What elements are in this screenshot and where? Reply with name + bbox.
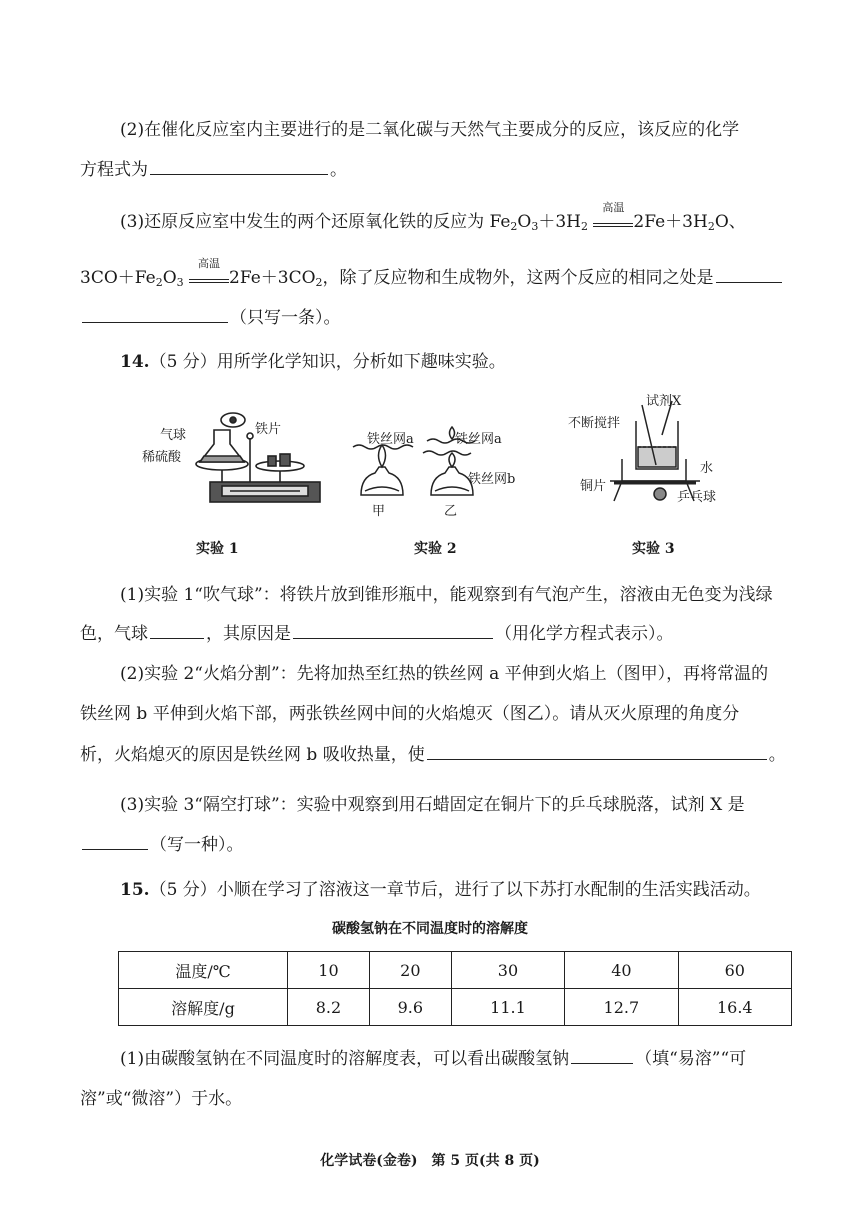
label-water: 水 bbox=[700, 461, 714, 476]
label-iron-sheet: 铁片 bbox=[255, 422, 282, 437]
answer-blank[interactable] bbox=[150, 637, 204, 639]
q14-p2-line3: 析，火焰熄灭的原因是铁丝网 b 吸收热量，使 。 bbox=[80, 745, 786, 765]
reaction-arrow: 高温 bbox=[593, 214, 633, 227]
label-wire-mesh-b: 铁丝网b bbox=[468, 472, 516, 487]
q15-p1-line2: 溶”或“微溶”）于水。 bbox=[80, 1089, 243, 1109]
table-row-solubility bbox=[119, 989, 792, 1026]
answer-blank[interactable] bbox=[716, 281, 782, 283]
table-cell: 8.2 bbox=[288, 989, 370, 1026]
table-cell: 16.4 bbox=[678, 989, 791, 1026]
table-cell: 12.7 bbox=[565, 989, 678, 1026]
label-copper-sheet: 铜片 bbox=[580, 479, 607, 494]
table-cell: 11.1 bbox=[451, 989, 564, 1026]
label-wire-mesh-a-right: 铁丝网a bbox=[455, 432, 502, 447]
q13-p2-line1: (2)在催化反应室内主要进行的是二氧化碳与天然气主要成分的反应，该反应的化学 bbox=[120, 120, 740, 140]
answer-blank[interactable] bbox=[150, 173, 328, 175]
label-ping-pong-ball: 乒乓球 bbox=[677, 490, 717, 505]
table-cell: 60 bbox=[678, 952, 791, 989]
caption-experiment-2: 实验 2 bbox=[414, 541, 457, 557]
table-cell: 9.6 bbox=[369, 989, 451, 1026]
label-yi: 乙 bbox=[444, 504, 458, 519]
q14-p2-line1: (2)实验 2“火焰分割”：先将加热至红热的铁丝网 a 平伸到火焰上（图甲），再将常温的 bbox=[120, 664, 769, 684]
caption-experiment-3: 实验 3 bbox=[632, 541, 675, 557]
q14-p1-line1: (1)实验 1“吹气球”：将铁片放到锥形瓶中，能观察到有气泡产生，溶液由无色变为浅绿 bbox=[120, 585, 773, 605]
label-wire-mesh-a-left: 铁丝网a bbox=[367, 432, 414, 447]
label-keep-stirring: 不断搅拌 bbox=[568, 416, 621, 431]
q15-heading: 15.（5 分）小顺在学习了溶液这一章节后，进行了以下苏打水配制的生活实践活动。 bbox=[120, 880, 761, 900]
q14-p3-line2: （写一种）。 bbox=[80, 833, 244, 857]
label-jia: 甲 bbox=[372, 504, 386, 519]
answer-blank[interactable] bbox=[427, 758, 767, 760]
q14-p2-line2: 铁丝网 b 平伸到火焰下部，两张铁丝网中间的火焰熄灭（图乙）。请从灭火原理的角度分 bbox=[80, 704, 740, 724]
label-balloon: 气球 bbox=[160, 428, 187, 443]
q13-p2-line2: 方程式为 。 bbox=[80, 160, 347, 180]
q14-heading: 14.（5 分）用所学化学知识，分析如下趣味实验。 bbox=[120, 352, 506, 372]
solubility-table bbox=[118, 951, 792, 1026]
q13-p3-line3: （只写一条）。 bbox=[80, 306, 341, 330]
table-caption: 碳酸氢钠在不同温度时的溶解度 bbox=[332, 921, 528, 937]
page-footer: 化学试卷(金卷) 第 5 页(共 8 页) bbox=[320, 1153, 540, 1169]
table-cell: 10 bbox=[288, 952, 370, 989]
answer-blank[interactable] bbox=[571, 1062, 633, 1064]
row-header-solubility: 溶解度/g bbox=[119, 989, 288, 1026]
q15-p1-line1: (1)由碳酸氢钠在不同温度时的溶解度表，可以看出碳酸氢钠 （填“易溶”“可 bbox=[120, 1049, 747, 1069]
q13-p3-line2: $3CO+Fe_2O_3$ 高温 $2Fe+3CO_2$，除了反应物和生成物外，这两个反应的相同之处是 bbox=[80, 266, 784, 295]
label-reagent-x: 试剂X bbox=[646, 394, 682, 409]
table-cell: 20 bbox=[369, 952, 451, 989]
q14-p3-line1: (3)实验 3“隔空打球”：实验中观察到用石蜡固定在铜片下的乒乓球脱落，试剂 X 是 bbox=[120, 795, 745, 815]
answer-blank[interactable] bbox=[82, 848, 148, 850]
table-cell: 40 bbox=[565, 952, 678, 989]
q14-p1-line2: 色，气球 ，其原因是 （用化学方程式表示）。 bbox=[80, 624, 674, 644]
table-cell: 30 bbox=[451, 952, 564, 989]
caption-experiment-1: 实验 1 bbox=[196, 541, 239, 557]
reaction-arrow: 高温 bbox=[189, 270, 229, 283]
label-dilute-sulfuric-acid: 稀硫酸 bbox=[142, 450, 182, 465]
table-row-temperature bbox=[119, 952, 792, 989]
answer-blank[interactable] bbox=[82, 321, 228, 323]
q13-p3-line1: (3)还原反应室中发生的两个还原氧化铁的反应为 $Fe_2O_3+3H_2$ 高温 $2Fe+3H_2O$、 bbox=[120, 201, 746, 233]
row-header-temperature: 温度/℃ bbox=[119, 952, 288, 989]
answer-blank[interactable] bbox=[293, 637, 493, 639]
